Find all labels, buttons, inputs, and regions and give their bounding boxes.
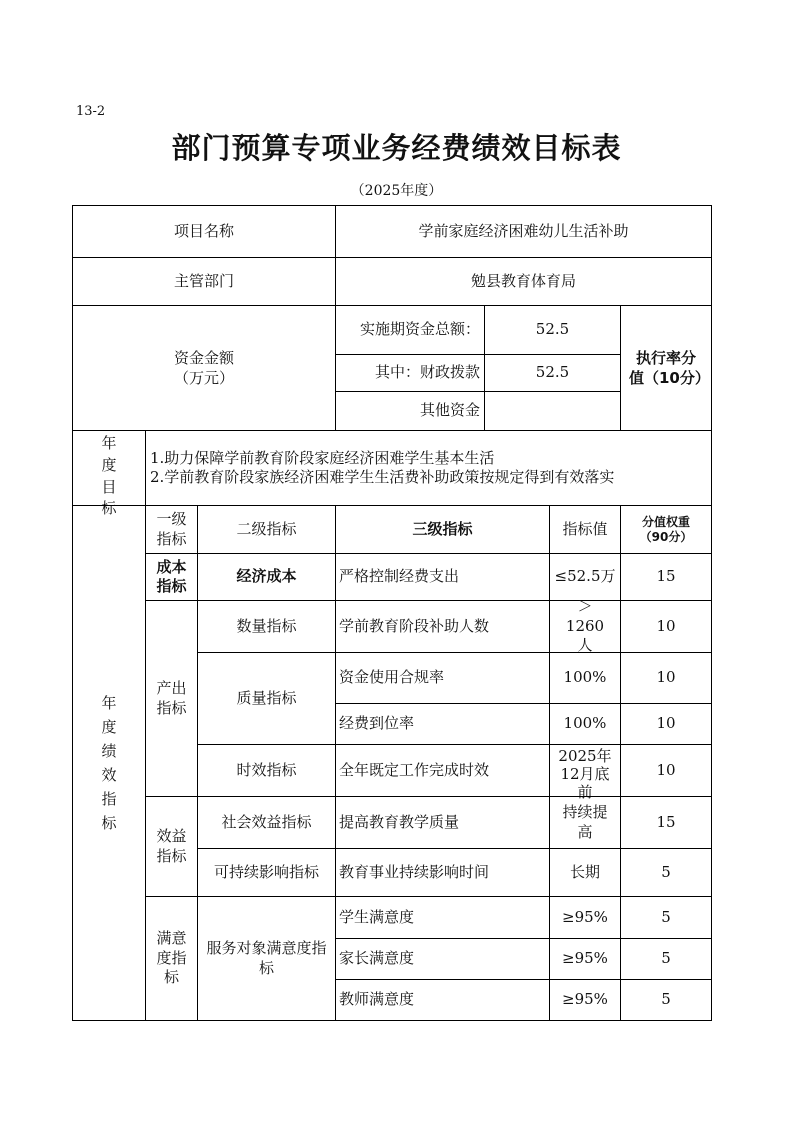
sustainable-impact-weight: 5: [620, 848, 712, 897]
department-value: 勉县教育体育局: [335, 257, 712, 306]
quantity-indicator-level3: 学前教育阶段补助人数: [335, 600, 550, 653]
page-title: 部门预算专项业务经费绩效目标表: [171, 131, 622, 165]
funds-total-value: 52.5: [484, 305, 621, 355]
output-indicator-level1: 产出指标: [145, 600, 198, 797]
timeliness-indicator-level3: 全年既定工作完成时效: [335, 744, 550, 797]
cost-indicator-weight: 15: [620, 553, 712, 601]
compliance-rate-weight: 10: [620, 652, 712, 704]
funds-total-label: 实施期资金总额：: [335, 305, 485, 355]
benefit-indicator-level1: 效益指标: [145, 796, 198, 897]
annual-goal-content: [145, 430, 712, 506]
compliance-rate-level3: 资金使用合规率: [335, 652, 550, 704]
funds-label: [72, 305, 336, 431]
cost-indicator-level2: 经济成本: [197, 553, 336, 601]
quantity-indicator-weight: 10: [620, 600, 712, 653]
funds-arrival-rate-level3: 经费到位率: [335, 703, 550, 745]
cost-indicator-level1: 成本指标: [145, 553, 198, 601]
compliance-rate-value: 100%: [549, 652, 621, 704]
cost-indicator-value: ≤52.5万: [549, 553, 621, 601]
parent-satisfaction-weight: 5: [620, 938, 712, 980]
funds-arrival-rate-weight: 10: [620, 703, 712, 745]
annual-goal-line-2: 2.学前教育阶段家族经济困难学生生活费补助政策按规定得到有效落实: [150, 468, 615, 486]
indicators-section-label: 年度绩效指标: [72, 505, 146, 1021]
performance-table: [72, 205, 712, 1021]
header-value: 指标值: [549, 505, 621, 554]
header-level1: 一级指标: [145, 505, 198, 554]
header-level2: 二级指标: [197, 505, 336, 554]
annual-goal-label: 年度目标: [72, 430, 146, 506]
social-benefit-level2: 社会效益指标: [197, 796, 336, 849]
annual-goal-line-1: 1.助力保障学前教育阶段家庭经济困难学生基本生活: [150, 448, 495, 467]
funds-other-value: [484, 391, 621, 431]
student-satisfaction-weight: 5: [620, 896, 712, 939]
project-name-label: 项目名称: [72, 205, 336, 258]
funds-fiscal-value: 52.5: [484, 354, 621, 392]
social-benefit-level3: 提高教育教学质量: [335, 796, 550, 849]
teacher-satisfaction-value: ≥95%: [549, 979, 621, 1021]
quantity-indicator-value: ＞1260人: [549, 600, 621, 653]
student-satisfaction-value: ≥95%: [549, 896, 621, 939]
timeliness-indicator-level2: 时效指标: [197, 744, 336, 797]
teacher-satisfaction-weight: 5: [620, 979, 712, 1021]
social-benefit-value: 持续提高: [549, 796, 621, 849]
funds-other-label: 其他资金: [335, 391, 485, 431]
quantity-indicator-level2: 数量指标: [197, 600, 336, 653]
sustainable-impact-level2: 可持续影响指标: [197, 848, 336, 897]
sustainable-impact-value: 长期: [549, 848, 621, 897]
cost-indicator-level3: 严格控制经费支出: [335, 553, 550, 601]
parent-satisfaction-level3: 家长满意度: [335, 938, 550, 980]
timeliness-indicator-weight: 10: [620, 744, 712, 797]
funds-label-line2: （万元）: [173, 369, 234, 387]
header-weight: 分值权重（90分）: [620, 505, 712, 554]
funds-arrival-rate-value: 100%: [549, 703, 621, 745]
header-level3: 三级指标: [335, 505, 550, 554]
execution-rate-score: 执行率分值（10分）: [620, 305, 712, 431]
project-name-value: 学前家庭经济困难幼儿生活补助: [335, 205, 712, 258]
quality-indicator-level2: 质量指标: [197, 652, 336, 745]
student-satisfaction-level3: 学生满意度: [335, 896, 550, 939]
timeliness-indicator-value: 2025年12月底前: [549, 744, 621, 797]
sustainable-impact-level3: 教育事业持续影响时间: [335, 848, 550, 897]
social-benefit-weight: 15: [620, 796, 712, 849]
year-label: （2025年度）: [350, 183, 443, 199]
funds-fiscal-label: 其中：财政拨款: [335, 354, 485, 392]
service-satisfaction-level2: 服务对象满意度指标: [197, 896, 336, 1021]
parent-satisfaction-value: ≥95%: [549, 938, 621, 980]
satisfaction-indicator-level1: 满意度指标: [145, 896, 198, 1021]
teacher-satisfaction-level3: 教师满意度: [335, 979, 550, 1021]
document-code: 13-2: [76, 104, 106, 119]
department-label: 主管部门: [72, 257, 336, 306]
funds-label-line1: 资金金额: [173, 348, 234, 367]
